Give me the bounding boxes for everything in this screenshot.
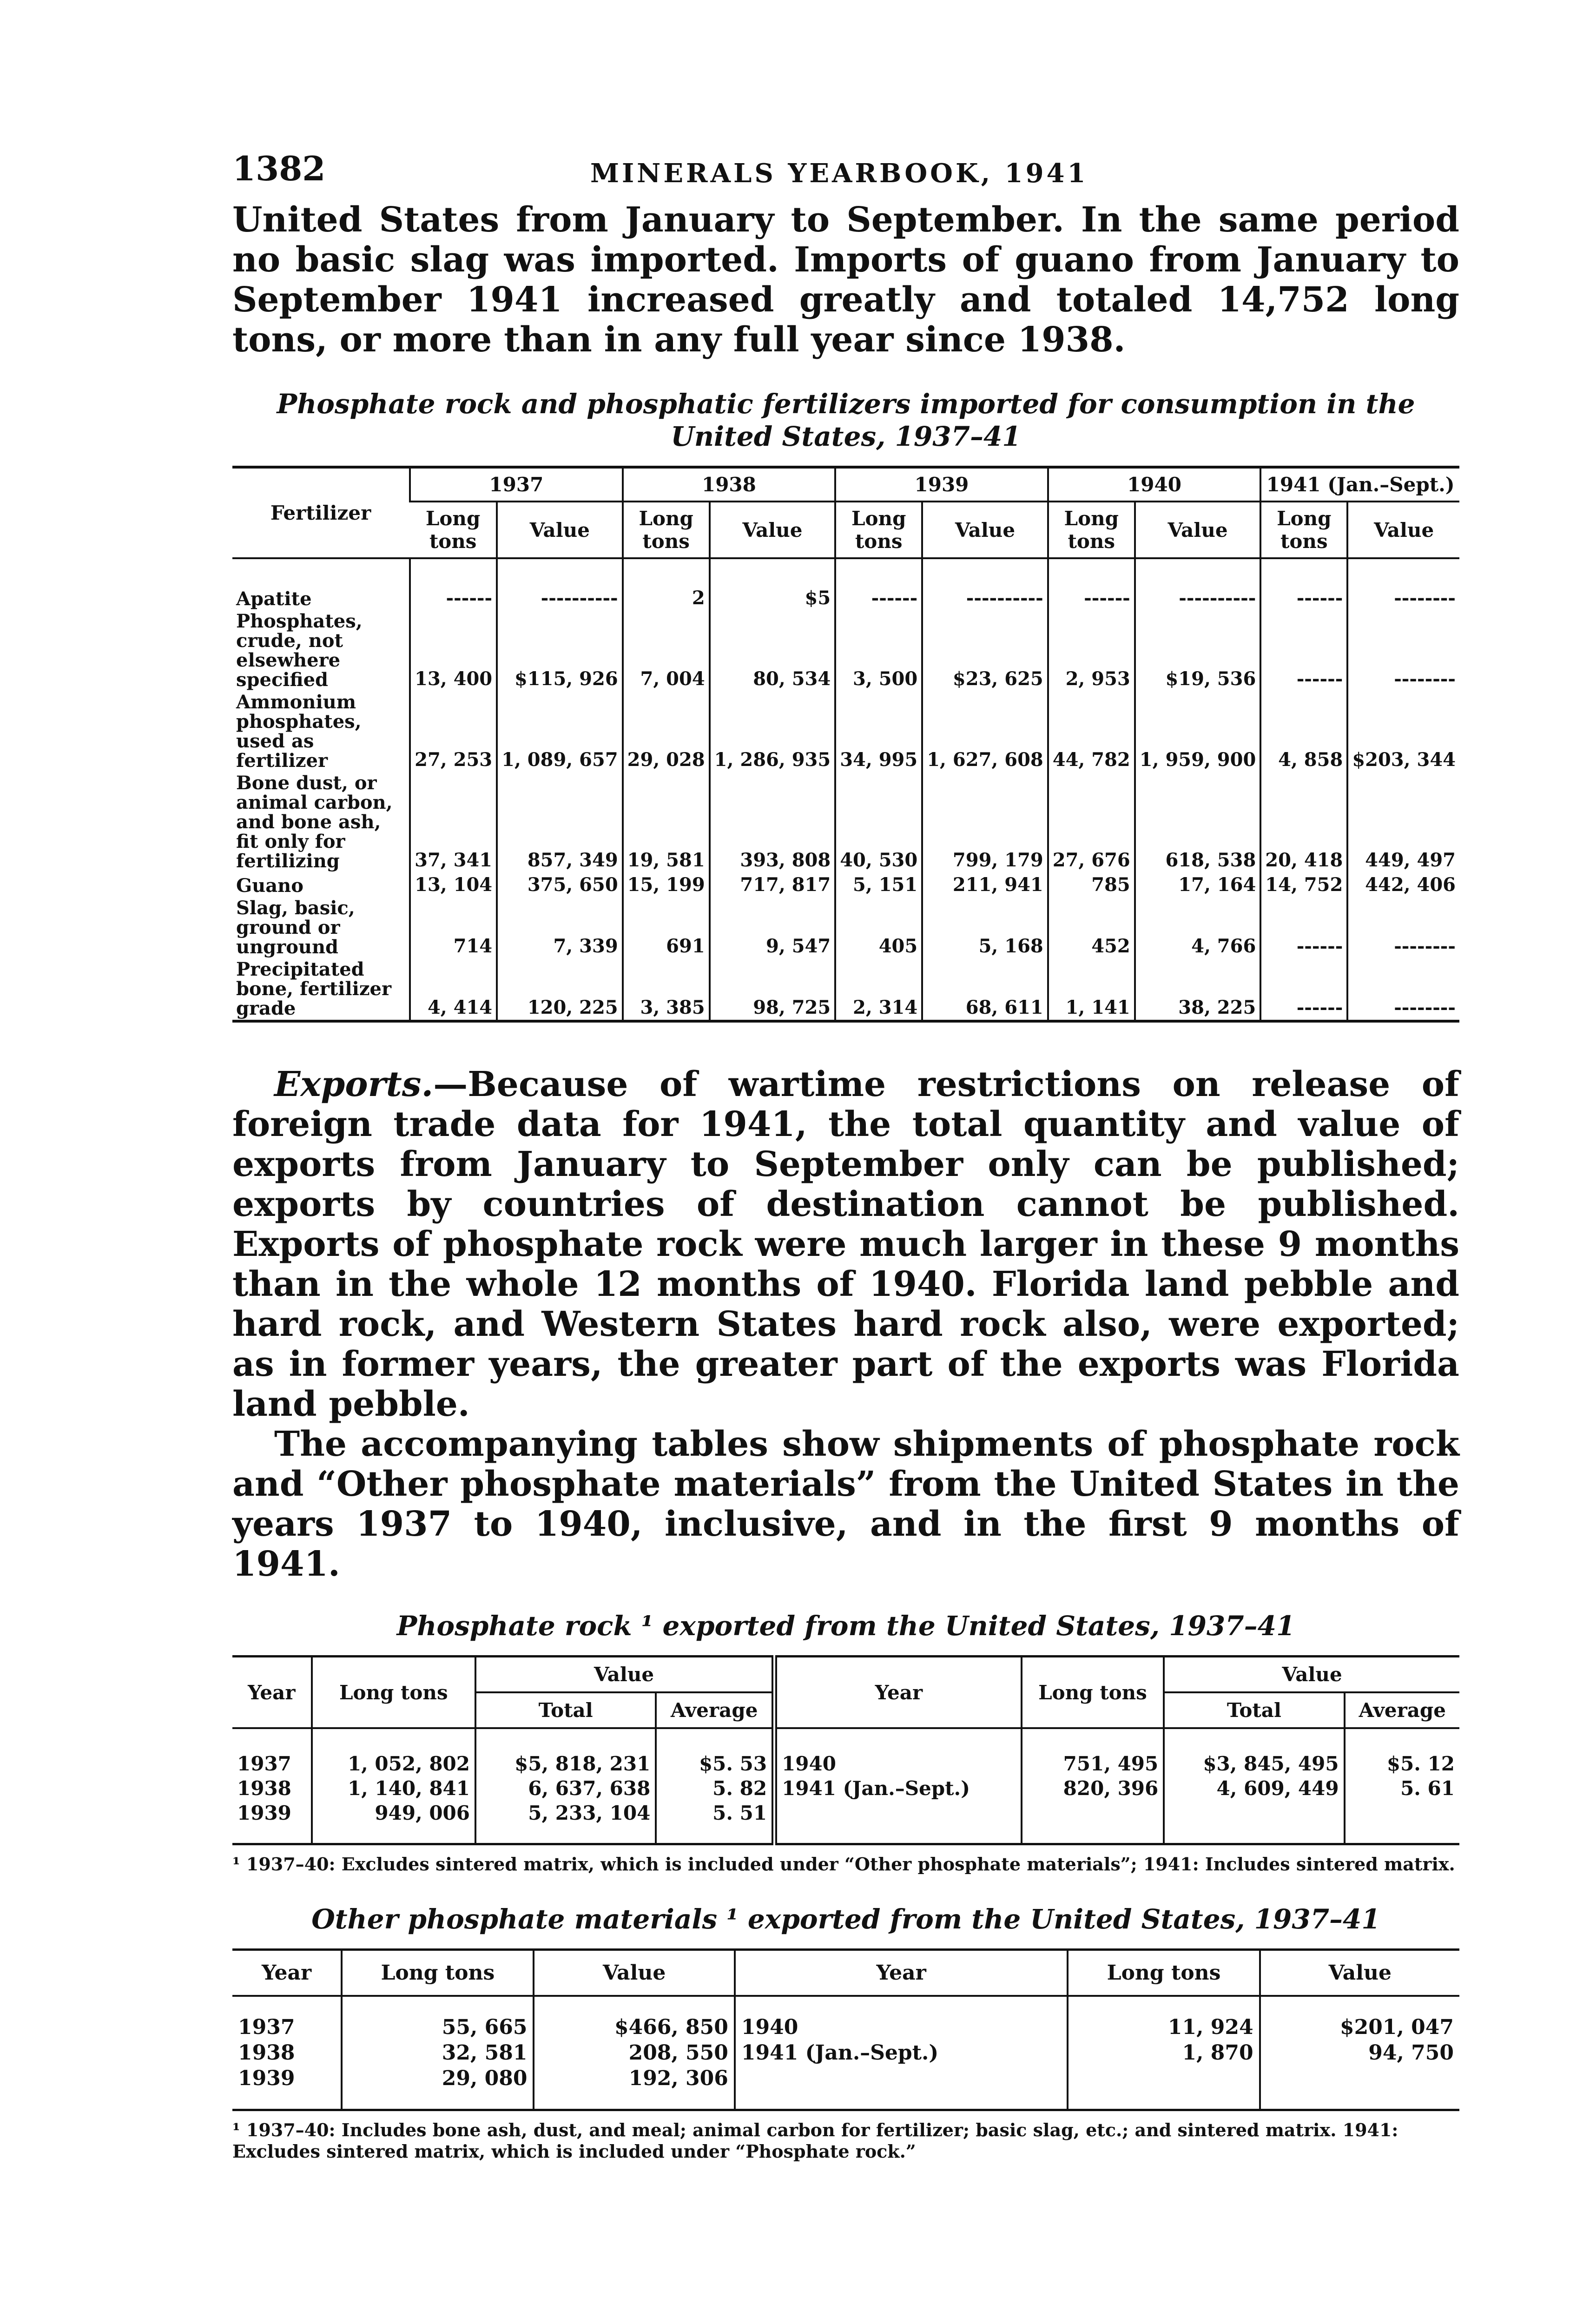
value-cell: 442, 406 — [1347, 872, 1459, 897]
long-tons-header: Long tons — [1260, 502, 1347, 558]
value-cell: 17, 164 — [1135, 872, 1261, 897]
fertilizer-label: Phosphates, crude, not elsewhere specified — [236, 610, 363, 691]
page-header — [232, 149, 1459, 200]
value-cell: 94, 750 — [1260, 2040, 1459, 2066]
average-cell: $5. 53 — [656, 1728, 774, 1776]
long-tons-cell: ------ — [1048, 558, 1135, 610]
year-header: Year — [735, 1950, 1068, 1996]
value-cell: 1, 627, 608 — [922, 691, 1048, 772]
long-tons-cell: 14, 752 — [1260, 872, 1347, 897]
table-row — [232, 872, 1459, 897]
empty-cell — [1345, 1801, 1459, 1844]
year-cell: 1941 (Jan.–Sept.) — [735, 2040, 1068, 2066]
rock-exports-table — [232, 1655, 1459, 1845]
value-cell: 7, 339 — [497, 897, 623, 958]
value-cell: -------- — [1347, 897, 1459, 958]
stub-header: Fertilizer — [232, 467, 410, 558]
tons-cell: 949, 006 — [312, 1801, 475, 1844]
empty-cell — [1260, 2066, 1459, 2110]
long-tons-cell: 13, 104 — [410, 872, 497, 897]
value-cell: 375, 650 — [497, 872, 623, 897]
year-header: Year — [232, 1657, 312, 1729]
long-tons-header: Long tons — [410, 502, 497, 558]
value-header: Value — [534, 1950, 734, 1996]
tons-cell: 29, 080 — [342, 2066, 534, 2110]
long-tons-header: Long tons — [342, 1950, 534, 1996]
empty-cell — [1022, 1801, 1164, 1844]
table-row — [232, 691, 1459, 772]
table-row — [232, 2040, 1459, 2066]
long-tons-cell: 3, 500 — [835, 610, 922, 691]
tons-cell: 1, 052, 802 — [312, 1728, 475, 1776]
value-cell: 393, 808 — [710, 772, 836, 872]
year-cell: 1939 — [237, 1802, 291, 1824]
year-header: 1937 — [410, 467, 623, 502]
long-tons-cell: 27, 676 — [1048, 772, 1135, 872]
value-cell: -------- — [1347, 610, 1459, 691]
total-cell: 4, 609, 449 — [1164, 1776, 1344, 1801]
empty-cell — [1164, 1801, 1344, 1844]
long-tons-cell: 2, 953 — [1048, 610, 1135, 691]
value-cell: $5 — [710, 558, 836, 610]
year-header: 1939 — [835, 467, 1048, 502]
year-header: 1938 — [623, 467, 836, 502]
long-tons-cell: 691 — [623, 897, 710, 958]
value-cell: 98, 725 — [710, 958, 836, 1021]
tons-cell: 1, 870 — [1068, 2040, 1260, 2066]
empty-cell — [1068, 2066, 1260, 2110]
long-tons-cell: 40, 530 — [835, 772, 922, 872]
average-cell: 5. 61 — [1345, 1776, 1459, 1801]
average-header: Average — [656, 1692, 774, 1728]
long-tons-cell: 2 — [623, 558, 710, 610]
exports-paragraph-1 — [232, 1064, 1459, 1424]
value-cell: $203, 344 — [1347, 691, 1459, 772]
year-cell: 1937 — [238, 2015, 295, 2039]
value-cell: $23, 625 — [922, 610, 1048, 691]
total-header: Total — [1164, 1692, 1344, 1728]
intro-paragraph: United States from January to September. In the same period no basic slag was imported. Imports of guano from January to September 1941 increased greatly and totaled 14,752 long tons, or more than in any full year since 1938. — [232, 200, 1459, 360]
value-header: Value — [497, 502, 623, 558]
value-cell: 1, 089, 657 — [497, 691, 623, 772]
table-row — [232, 1996, 1459, 2040]
tons-cell: 55, 665 — [342, 1996, 534, 2040]
value-cell: $201, 047 — [1260, 1996, 1459, 2040]
fertilizer-label: Slag, basic, ground or unground — [236, 897, 355, 958]
value-cell: 208, 550 — [534, 2040, 734, 2066]
imports-table — [232, 466, 1459, 1023]
year-cell: 1940 — [735, 1996, 1068, 2040]
fertilizer-label: Precipitated bone, fertilizer grade — [236, 958, 392, 1019]
total-cell: 5, 233, 104 — [475, 1801, 656, 1844]
year-header: Year — [774, 1657, 1022, 1729]
table-row — [232, 1728, 1459, 1776]
value-cell: $115, 926 — [497, 610, 623, 691]
value-cell: 618, 538 — [1135, 772, 1261, 872]
exports-paragraph-2: The accompanying tables show shipments of phosphate rock and “Other phosphate materials” from the United States in the years 1937 to 1940, inclusive, and in the first 9 months of 1941. — [232, 1424, 1459, 1584]
value-cell: 120, 225 — [497, 958, 623, 1021]
value-cell: 211, 941 — [922, 872, 1048, 897]
long-tons-cell: ------ — [1260, 958, 1347, 1021]
table-row — [232, 958, 1459, 1021]
value-cell: 9, 547 — [710, 897, 836, 958]
table-row — [232, 558, 1459, 610]
year-cell: 1938 — [238, 2041, 295, 2065]
fertilizer-label: Bone dust, or animal carbon, and bone ash, fit only for fertilizing — [236, 772, 393, 872]
long-tons-header: Long tons — [312, 1657, 475, 1729]
tons-cell: 11, 924 — [1068, 1996, 1260, 2040]
fertilizer-label: Guano — [236, 875, 303, 897]
value-header: Value — [922, 502, 1048, 558]
exports-lead: Exports. — [274, 1064, 434, 1104]
value-header: Value — [1347, 502, 1459, 558]
fertilizer-label: Apatite — [236, 588, 312, 610]
long-tons-cell: 20, 418 — [1260, 772, 1347, 872]
other-exports-footnote: ¹ 1937–40: Includes bone ash, dust, and meal; animal carbon for fertilizer; basic slag, etc.; and sintered matrix. 1941: Excludes sintered matrix, which is included under “Phosphate rock.” — [232, 2119, 1398, 2162]
long-tons-cell: 19, 581 — [623, 772, 710, 872]
long-tons-cell: 15, 199 — [623, 872, 710, 897]
value-header: Value — [475, 1657, 774, 1693]
long-tons-cell: 452 — [1048, 897, 1135, 958]
average-cell: $5. 12 — [1345, 1728, 1459, 1776]
year-header: Year — [232, 1950, 342, 1996]
value-cell: 1, 286, 935 — [710, 691, 836, 772]
long-tons-cell: 37, 341 — [410, 772, 497, 872]
year-cell: 1938 — [237, 1777, 291, 1800]
value-cell: 449, 497 — [1347, 772, 1459, 872]
value-cell: -------- — [1347, 958, 1459, 1021]
total-cell: $3, 845, 495 — [1164, 1728, 1344, 1776]
long-tons-cell: 714 — [410, 897, 497, 958]
other-exports-table — [232, 1948, 1459, 2111]
year-cell: 1941 (Jan.–Sept.) — [774, 1776, 1022, 1801]
value-cell: 857, 349 — [497, 772, 623, 872]
long-tons-cell: 2, 314 — [835, 958, 922, 1021]
average-cell: 5. 51 — [656, 1801, 774, 1844]
long-tons-cell: ------ — [1260, 897, 1347, 958]
tons-cell: 32, 581 — [342, 2040, 534, 2066]
long-tons-cell: 4, 858 — [1260, 691, 1347, 772]
long-tons-cell: 3, 385 — [623, 958, 710, 1021]
long-tons-cell: 785 — [1048, 872, 1135, 897]
table-row — [232, 772, 1459, 872]
value-header: Value — [710, 502, 836, 558]
long-tons-cell: 29, 028 — [623, 691, 710, 772]
total-header: Total — [475, 1692, 656, 1728]
value-cell: 38, 225 — [1135, 958, 1261, 1021]
long-tons-cell: ------ — [835, 558, 922, 610]
empty-cell — [735, 2066, 1068, 2110]
table-row — [232, 1776, 1459, 1801]
value-cell: 799, 179 — [922, 772, 1048, 872]
value-header: Value — [1164, 1657, 1459, 1693]
table-row — [232, 610, 1459, 691]
value-cell: 68, 611 — [922, 958, 1048, 1021]
table-row — [232, 2066, 1459, 2110]
long-tons-cell: 44, 782 — [1048, 691, 1135, 772]
long-tons-cell: 34, 995 — [835, 691, 922, 772]
value-cell: ---------- — [1135, 558, 1261, 610]
tons-cell: 751, 495 — [1022, 1728, 1164, 1776]
page — [232, 149, 1459, 2162]
long-tons-cell: 1, 141 — [1048, 958, 1135, 1021]
long-tons-header: Long tons — [835, 502, 922, 558]
long-tons-cell: 5, 151 — [835, 872, 922, 897]
long-tons-header: Long tons — [1022, 1657, 1164, 1729]
value-cell: -------- — [1347, 558, 1459, 610]
tons-cell: 820, 396 — [1022, 1776, 1164, 1801]
year-header: 1940 — [1048, 467, 1261, 502]
value-cell: $466, 850 — [534, 1996, 734, 2040]
long-tons-cell: ------ — [1260, 610, 1347, 691]
total-cell: $5, 818, 231 — [475, 1728, 656, 1776]
long-tons-header: Long tons — [1048, 502, 1135, 558]
long-tons-cell: 13, 400 — [410, 610, 497, 691]
page-number: 1382 — [232, 149, 326, 188]
table-row — [232, 897, 1459, 958]
table-row — [232, 1801, 1459, 1844]
imports-table-caption: Phosphate rock and phosphatic fertilizers imported for consumption in the United States, 1937–41 — [277, 388, 1415, 452]
value-cell: 192, 306 — [534, 2066, 734, 2110]
long-tons-cell: 7, 004 — [623, 610, 710, 691]
long-tons-cell: 405 — [835, 897, 922, 958]
total-cell: 6, 637, 638 — [475, 1776, 656, 1801]
rock-exports-caption: Phosphate rock ¹ exported from the United States, 1937–41 — [396, 1610, 1295, 1642]
value-header: Value — [1135, 502, 1261, 558]
value-cell: $19, 536 — [1135, 610, 1261, 691]
average-cell: 5. 82 — [656, 1776, 774, 1801]
average-header: Average — [1345, 1692, 1459, 1728]
empty-cell — [774, 1801, 1022, 1844]
value-cell: ---------- — [922, 558, 1048, 610]
long-tons-header: Long tons — [1068, 1950, 1260, 1996]
fertilizer-label: Ammonium phosphates, used as fertilizer — [236, 691, 362, 772]
year-cell: 1940 — [774, 1728, 1022, 1776]
long-tons-cell: ------ — [1260, 558, 1347, 610]
long-tons-cell: ------ — [410, 558, 497, 610]
value-cell: 4, 766 — [1135, 897, 1261, 958]
value-cell: 5, 168 — [922, 897, 1048, 958]
tons-cell: 1, 140, 841 — [312, 1776, 475, 1801]
value-cell: 717, 817 — [710, 872, 836, 897]
value-cell: 1, 959, 900 — [1135, 691, 1261, 772]
long-tons-cell: 27, 253 — [410, 691, 497, 772]
running-head: MINERALS YEARBOOK, 1941 — [590, 158, 1088, 189]
value-cell: 80, 534 — [710, 610, 836, 691]
value-header: Value — [1260, 1950, 1459, 1996]
year-header: 1941 (Jan.–Sept.) — [1260, 467, 1459, 502]
exports-text: —Because of wartime restrictions on release of foreign trade data for 1941, the total quantity and value of exports from January to September only can be published; exports by countries of destination cannot be published. Exports of phosphate rock were much larger in these 9 months than in the whole 12 months of 1940. Florida land pebble and hard rock, and Western States hard rock also, were exported; as in former years, the greater part of the exports was Florida land pebble. — [232, 1064, 1459, 1424]
year-cell: 1937 — [237, 1752, 291, 1775]
value-cell: ---------- — [497, 558, 623, 610]
year-cell: 1939 — [238, 2067, 295, 2090]
long-tons-header: Long tons — [623, 502, 710, 558]
other-exports-caption: Other phosphate materials ¹ exported from the United States, 1937–41 — [311, 1903, 1380, 1935]
rock-exports-footnote: ¹ 1937–40: Excludes sintered matrix, which is included under “Other phosphate materials”; 1941: Includes sintered matrix. — [232, 1854, 1455, 1875]
long-tons-cell: 4, 414 — [410, 958, 497, 1021]
